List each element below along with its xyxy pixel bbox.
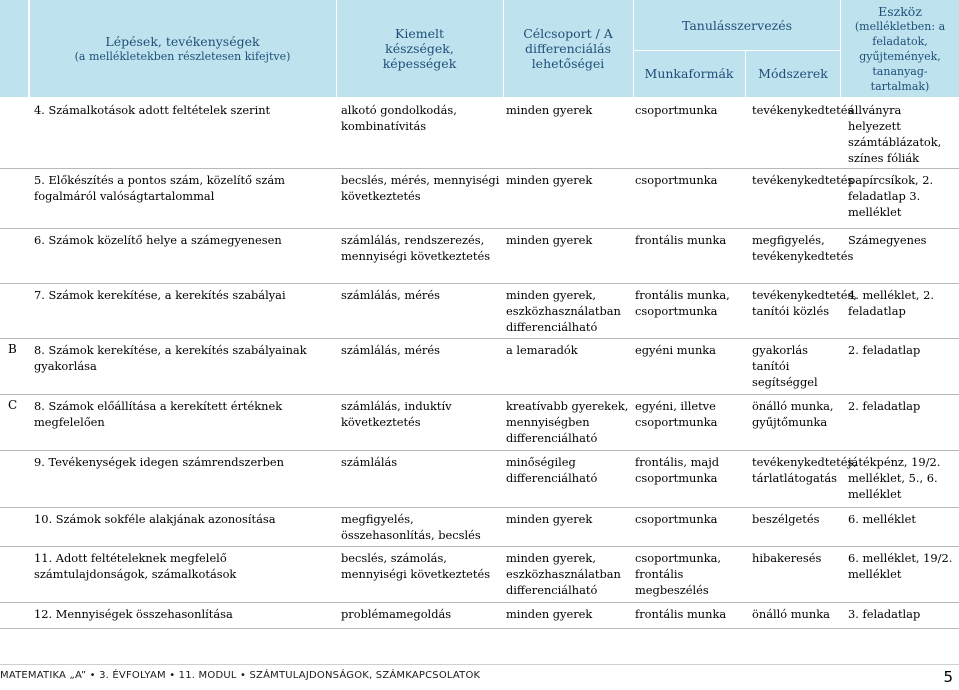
header-left-strip (0, 0, 28, 97)
workform-text: frontális munka (635, 233, 727, 247)
table-row (30, 548, 959, 602)
workform-text: frontális munka (635, 607, 727, 621)
tools-text: 2. feladatlap (848, 343, 921, 357)
skills-text: számlálás, mérés (341, 288, 440, 302)
row-divider (0, 228, 959, 229)
row-group-letter: C (8, 398, 18, 412)
header-methods-title: Módszerek (758, 66, 828, 81)
workform-text: csoportmunka (635, 103, 718, 117)
header-steps (30, 0, 335, 97)
method-text: önálló munka, gyűjtőmunka (752, 399, 834, 429)
header-tools-sub: (mellékletben: a feladatok, gyűjtemények, tananyag-tartalmak) (854, 19, 946, 93)
method-text: tevékenykedtetés, tárlatlátogatás (752, 455, 857, 485)
table-row (30, 509, 959, 546)
workform-text: frontális munka, csoportmunka (635, 288, 730, 318)
method-text: önálló munka (752, 607, 830, 621)
header-organization (634, 0, 840, 50)
header-skills-title: Kiemelt készségek, képességek (382, 26, 457, 71)
step-text: 10. Számok sokféle alakjának azonosítása (34, 512, 276, 526)
table-row (30, 285, 959, 338)
header-steps-sub: (a mellékletekben részletesen kifejtve) (74, 49, 291, 63)
header-methods (746, 50, 840, 97)
step-text: 8. Számok előállítása a kerekített értéknek megfelelően (34, 399, 283, 429)
header-workforms-title: Munkaformák (644, 66, 734, 81)
target-text: minőségileg differenciálható (506, 455, 598, 485)
tools-text: 6. melléklet, 19/2. melléklet (848, 551, 953, 581)
skills-text: problémamegoldás (341, 607, 452, 621)
workform-text: csoportmunka (635, 512, 718, 526)
target-text: a lemaradók (506, 343, 578, 357)
header-tools (841, 0, 959, 97)
row-divider (0, 628, 959, 629)
header-target-title: Célcsoport / A differenciálás lehetőségei (523, 26, 613, 71)
method-text: hibakeresés (752, 551, 822, 565)
method-text: tevékenykedtetés (752, 103, 854, 117)
target-text: minden gyerek (506, 103, 593, 117)
row-divider (0, 394, 959, 395)
workform-text: frontális, majd csoportmunka (635, 455, 720, 485)
tools-text: 2. feladatlap (848, 399, 921, 413)
method-text: gyakorlás tanítói segítséggel (752, 343, 818, 389)
tools-text: 3. feladatlap (848, 607, 921, 621)
skills-text: számlálás, induktív következtetés (341, 399, 452, 429)
method-text: tevékenykedtetés, tanítói közlés (752, 288, 857, 318)
target-text: minden gyerek (506, 512, 593, 526)
row-divider (0, 450, 959, 451)
target-text: minden gyerek (506, 173, 593, 187)
row-divider (0, 546, 959, 547)
header-workforms (634, 50, 744, 97)
tools-text: papírcsíkok, 2. feladatlap 3. melléklet (848, 173, 934, 219)
header-target (504, 0, 632, 97)
header-skills (337, 0, 502, 97)
target-text: minden gyerek, eszközhasználatban differenciálható (506, 288, 621, 334)
footer-text: MATEMATIKA „A” • 3. ÉVFOLYAM • 11. MODUL • SZÁMTULAJDONSÁGOK, SZÁMKAPCSOLATOK (0, 670, 481, 681)
page-number: 5 (943, 668, 953, 686)
step-text: 9. Tevékenységek idegen számrendszerben (34, 455, 284, 469)
step-text: 6. Számok közelítő helye a számegyenesen (34, 233, 282, 247)
workform-text: egyéni, illetve csoportmunka (635, 399, 718, 429)
footer-divider (0, 664, 959, 665)
target-text: minden gyerek (506, 607, 593, 621)
row-divider (0, 338, 959, 339)
workform-text: egyéni munka (635, 343, 716, 357)
header-steps-title: Lépések, tevékenységek (105, 33, 260, 49)
target-text: kreatívabb gyerekek, mennyiségben differenciálható (506, 399, 629, 445)
table-row (30, 396, 959, 450)
table-row (30, 452, 959, 507)
step-text: 4. Számalkotások adott feltételek szerint (34, 103, 271, 117)
skills-text: megfigyelés, összehasonlítás, becslés (341, 512, 481, 542)
skills-text: alkotó gondolkodás, kombinatívitás (341, 103, 457, 133)
skills-text: számlálás, mérés (341, 343, 440, 357)
method-text: tevékenykedtetés (752, 173, 854, 187)
tools-text: 6. melléklet (848, 512, 916, 526)
header-tools-title: Eszköz (878, 3, 922, 19)
table-row (30, 100, 959, 168)
header-organization-title: Tanulásszervezés (681, 17, 793, 33)
table-row (30, 604, 959, 628)
workform-text: csoportmunka (635, 173, 718, 187)
step-text: 7. Számok kerekítése, a kerekítés szabályai (34, 288, 286, 302)
workform-text: csoportmunka, frontális megbeszélés (635, 551, 722, 597)
skills-text: számlálás (341, 455, 398, 469)
row-divider (0, 168, 959, 169)
table-row (30, 340, 959, 394)
method-text: beszélgetés (752, 512, 820, 526)
target-text: minden gyerek (506, 233, 593, 247)
method-text: megfigyelés, tevékenykedtetés (752, 233, 854, 263)
row-divider (0, 507, 959, 508)
skills-text: számlálás, rendszerezés, mennyiségi következtetés (341, 233, 491, 263)
skills-text: becslés, mérés, mennyiségi következtetés (341, 173, 500, 203)
target-text: minden gyerek, eszközhasználatban differenciálható (506, 551, 621, 597)
tools-text: 4. melléklet, 2. feladatlap (848, 288, 935, 318)
table-row (30, 230, 959, 283)
skills-text: becslés, számolás, mennyiségi következtetés (341, 551, 491, 581)
row-divider (0, 283, 959, 284)
step-text: 8. Számok kerekítése, a kerekítés szabályainak gyakorlása (34, 343, 307, 373)
table-row (30, 170, 959, 228)
tools-text: Számegyenes (848, 233, 927, 247)
row-group-letter: B (8, 342, 17, 356)
tools-text: állványra helyezett számtáblázatok, színes fóliák (848, 103, 942, 165)
step-text: 12. Mennyiségek összehasonlítása (34, 607, 233, 621)
step-text: 11. Adott feltételeknek megfelelő számtulajdonságok, számalkotások (34, 551, 237, 581)
tools-text: játékpénz, 19/2. melléklet, 5., 6. melléklet (848, 455, 941, 501)
step-text: 5. Előkészítés a pontos szám, közelítő szám fogalmáról valóságtartalommal (34, 173, 285, 203)
row-divider (0, 602, 959, 603)
